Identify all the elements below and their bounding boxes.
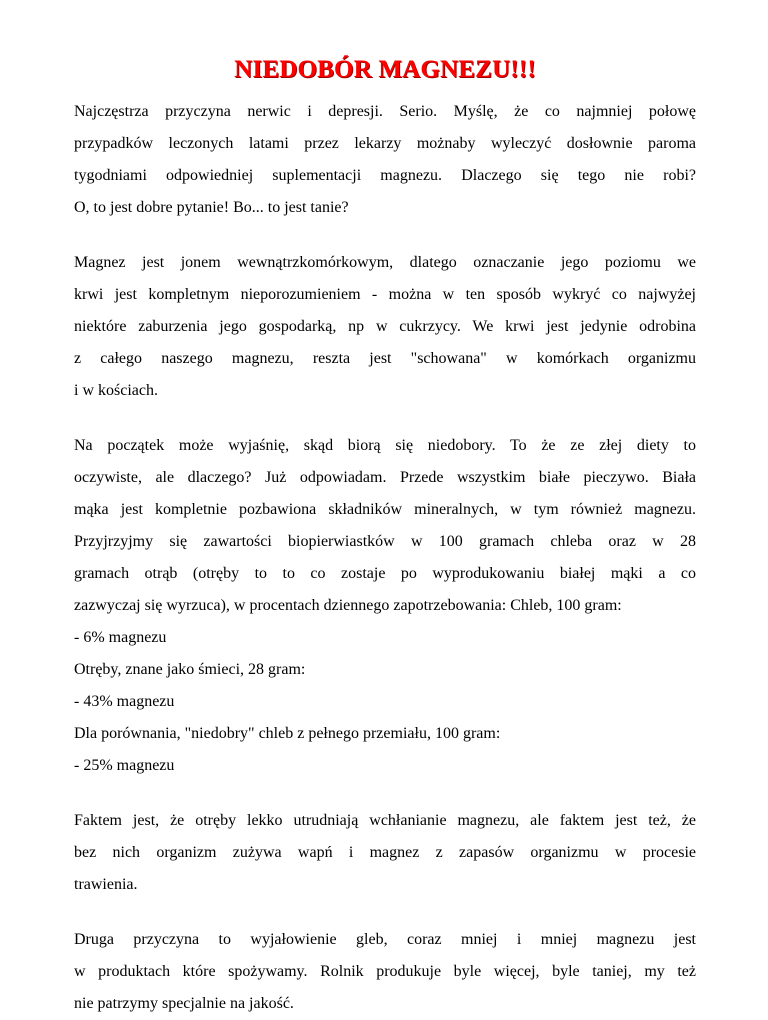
list-item: - 43% magnezu [74, 693, 175, 710]
text-line: nie patrzymy specjalnie na jakość. [74, 995, 294, 1012]
page-title: NIEDOBÓR MAGNEZU!!! [234, 56, 536, 83]
text-line: Dla porównania, "niedobry" chleb z pełnego przemiału, 100 gram: [74, 725, 501, 742]
document-page [74, 0, 696, 1020]
text-line: Magnez jest jonem wewnątrzkomórkowym, dlatego oznaczanie jego poziomu we [74, 254, 696, 271]
paragraph-bran-absorption [74, 805, 696, 901]
text-line: Druga przyczyna to wyjałowienie gleb, coraz mniej i mniej magnezu jest [74, 931, 696, 948]
text-line: zazwyczaj się wyrzuca), w procentach dziennego zapotrzebowania: Chleb, 100 gram: [74, 597, 622, 614]
paragraph-intracellular [74, 247, 696, 407]
list-item: - 25% magnezu [74, 757, 175, 774]
text-line: tygodniami odpowiedniej suplementacji magnezu. Dlaczego się tego nie robi? [74, 167, 696, 184]
text-line: bez nich organizm zużywa wapń i magnez z zapasów organizmu w procesie [74, 844, 696, 861]
text-line: Na początek może wyjaśnię, skąd biorą się niedobory. To że ze złej diety to [74, 437, 696, 454]
text-line: Otręby, znane jako śmieci, 28 gram: [74, 661, 306, 678]
text-line: przypadków leczonych latami przez lekarzy możnaby wyleczyć dosłownie paroma [74, 135, 696, 152]
text-line: Przyjrzyjmy się zawartości biopierwiastków w 100 gramach chleba oraz w 28 [74, 533, 696, 550]
text-line: gramach otrąb (otręby to to co zostaje po wyprodukowaniu białej mąki a co [74, 565, 696, 582]
text-line: krwi jest kompletnym nieporozumieniem - można w ten sposób wykryć co najwyżej [74, 286, 696, 303]
text-line: niektóre zaburzenia jego gospodarką, np w cukrzycy. We krwi jest jedynie odrobina [74, 318, 696, 335]
list-item: - 6% magnezu [74, 629, 167, 646]
text-line: Najczęstrza przyczyna nerwic i depresji. Serio. Myślę, że co najmniej połowę [74, 103, 696, 120]
text-line: z całego naszego magnezu, reszta jest "schowana" w komórkach organizmu [74, 350, 696, 367]
text-line: i w kościach. [74, 382, 158, 399]
text-line: Faktem jest, że otręby lekko utrudniają wchłanianie magnezu, ale faktem jest też, że [74, 812, 696, 829]
paragraph-intro [74, 96, 696, 224]
text-line: mąka jest kompletnie pozbawiona składników mineralnych, w tym również magnezu. [74, 501, 696, 518]
text-line: oczywiste, ale dlaczego? Już odpowiadam. Przede wszystkim białe pieczywo. Biała [74, 469, 696, 486]
text-line: trawienia. [74, 876, 138, 893]
paragraph-deficiency-causes [74, 430, 696, 782]
paragraph-soil-depletion [74, 924, 696, 1020]
text-line: O, to jest dobre pytanie! Bo... to jest tanie? [74, 199, 349, 216]
text-line: w produktach które spożywamy. Rolnik produkuje byle więcej, byle taniej, my też [74, 963, 696, 980]
